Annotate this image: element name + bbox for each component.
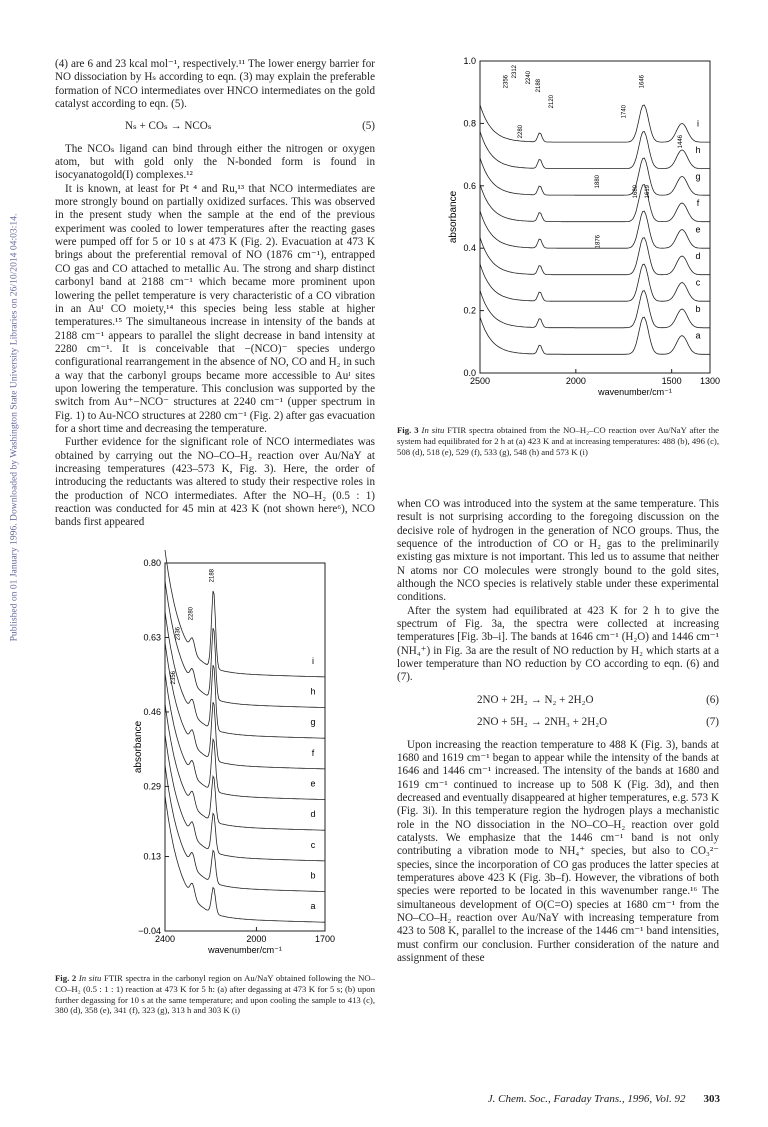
trace-label-g: g xyxy=(695,171,701,182)
peak-annotation: 2188 xyxy=(535,79,542,93)
trace-label-h: h xyxy=(310,686,316,697)
y-axis-label: absorbance xyxy=(448,190,459,244)
equation-number: (5) xyxy=(362,120,375,133)
y-tick-label: 0.0 xyxy=(463,368,476,378)
trace-label-d: d xyxy=(695,251,701,262)
spectrum-trace-b xyxy=(165,765,325,892)
x-tick-label: 2000 xyxy=(565,376,586,386)
peak-annotation: 2356 xyxy=(503,75,510,89)
figure-2-chart xyxy=(120,555,340,970)
y-tick-label: 0.63 xyxy=(143,632,161,643)
equation-5 xyxy=(55,120,375,133)
paragraph: (4) are 6 and 23 kcal mol⁻¹, respectively.¹¹ The lower energy barrier for NO dissociation by Hₛ according to eqn. (3) may explain the preferable formation of NCO intermediates over HNCO intermediates on the gold catalyst according to eqn. (5). xyxy=(55,58,375,111)
peak-annotation: 1876 xyxy=(595,235,602,249)
trace-label-b: b xyxy=(695,304,701,315)
spectrum-trace-h xyxy=(165,581,325,708)
download-watermark xyxy=(6,150,20,710)
spectrum-trace-a xyxy=(480,317,710,355)
peak-annotation: 2240 xyxy=(525,71,532,85)
peak-annotation: 1740 xyxy=(621,105,628,119)
peak-annotation: 1446 xyxy=(678,135,685,149)
x-tick-label: 1300 xyxy=(699,376,721,386)
equation-text: 2NO + 5H₂ → 2NH₃ + 2H₂O xyxy=(477,716,608,729)
y-tick-label: 0.8 xyxy=(463,118,476,129)
x-tick-label: 1500 xyxy=(661,376,682,386)
spectrum-trace-f xyxy=(165,642,325,769)
paragraph: Further evidence for the significant role of NCO intermediates was obtained by carrying out the NO–CO–H₂ reaction over Au/NaY at increasing temperatures (423–573 K, Fig. 3). Here, the order of introducing the reductants was altered to study their respective roles in the production of NCO intermediates. After the NO–H₂ (0.5 : 1) reaction was conducted for 45 min at 423 K (not shown here⁶), NCO bands first appeared xyxy=(55,436,375,529)
trace-label-a: a xyxy=(310,901,316,912)
y-tick-label: 0.46 xyxy=(143,706,161,717)
spectrum-trace-f xyxy=(480,184,710,222)
spectrum-trace-h xyxy=(480,131,710,168)
equation-7 xyxy=(397,716,719,729)
figure-3 xyxy=(450,55,720,415)
peak-annotation: 2356 xyxy=(171,671,178,685)
spectrum-trace-g xyxy=(165,611,325,738)
paragraph: The NCOₛ ligand can bind through either the nitrogen or oxygen atom, but with gold only the N-bonded form is found in isocyanatogold(I) complexes.¹² xyxy=(55,142,375,182)
right-column xyxy=(397,498,719,965)
trace-label-e: e xyxy=(695,224,701,235)
paragraph: It is known, at least for Pt ⁴ and Ru,¹³ that NCO intermediates are more strongly bound on partially oxidized surfaces. This was observed in the present study when the sample at the end of the previous experiment was cooled to lower temperatures after the reacting gases were pumped off for 5 or 10 s at 473 K (Fig. 2). Evacuation at 473 K brings about the preferential removal of NO (1876 cm⁻¹), entrapped CO gas and CO attached to metallic Au. The strong and sharp distinct carbonyl band at 2188 cm⁻¹ which became more prominent upon lowering the pellet temperature is very characteristic of a CO vibration in an Auᴵ CO moiety,¹⁴ this species being less stable at higher temperatures.¹⁵ The simultaneous increase in intensity of the bands at 2188 cm⁻¹ appears to parallel the slight decrease in band intensity at 2280 cm⁻¹. It is conceivable that −(NCO)⁻ species undergo configurational rearrangement in the absence of NO, CO and H₂ in such a way that the carbonyl groups became more accessible to Auᴵ sites upon lowering the temperature. This conclusion was supported by the switch from Au⁺−NCO⁻ structures at 2240 cm⁻¹ (upper spectrum in Fig. 1) to Au-NCO structures at 2280 cm⁻¹ (Fig. 2) after gas evacuation for a short time and decreasing the temperature. xyxy=(55,182,375,435)
page-footer xyxy=(420,1093,720,1105)
trace-label-c: c xyxy=(695,277,701,288)
x-tick-label: 1700 xyxy=(314,934,336,944)
y-tick-label: 1.0 xyxy=(463,56,476,66)
spectrum-trace-b xyxy=(480,290,710,328)
peak-annotation: 1880 xyxy=(594,175,601,189)
caption-italic: In situ xyxy=(78,973,102,983)
y-tick-label: 0.29 xyxy=(143,781,161,792)
download-watermark-text: Published on 01 January 1996. Downloaded by Washington State University Libraries on 26/10/2014 04:03:14. xyxy=(8,213,20,642)
page-number: 303 xyxy=(703,1093,720,1105)
trace-label-c: c xyxy=(310,839,316,850)
x-tick-label: 2400 xyxy=(154,934,176,944)
trace-label-i: i xyxy=(697,118,699,129)
peak-annotation: 1680 xyxy=(633,185,640,199)
spectrum-trace-c xyxy=(165,734,325,861)
caption-italic: In situ xyxy=(421,425,445,435)
equation-text: Nₛ + COₛ → NCOₛ xyxy=(125,120,212,133)
peak-annotation: 2188 xyxy=(209,569,216,583)
x-axis-label: wavenumber/cm⁻¹ xyxy=(208,945,282,955)
spectrum-trace-i xyxy=(480,105,710,142)
trace-label-g: g xyxy=(310,717,316,728)
figure-2 xyxy=(120,555,340,970)
paragraph: Upon increasing the reaction temperature to 488 K (Fig. 3), bands at 1680 and 1619 cm⁻¹ began to appear while the intensity of the bands at 1646 and 1446 cm⁻¹ increased. The intensity of the bands at 1680 and 1619 cm⁻¹ continued to increase up to 508 K (Fig. 3d), and then decreased and eventually disappeared at higher temperatures, e.g. 573 K (Fig. 3i). In this temperature region the hydrogen plays a mechanistic role in the NO dissociation in the NO–CO–H₂ reaction over gold catalysts. We emphasize that the 1446 cm⁻¹ band is not only contributing a vibration mode to NH₄⁺ species, but also to CO₃²⁻ species, since the incorporation of CO gas produces the latter species at temperatures above 423 K (Fig. 3b–f). However, the vibrations of both species were reported to be located in this wavenumber range.¹⁶ The simultaneous development of O(C=O) species at 1680 cm⁻¹ from the NO–CO–H₂ reaction over Au/NaY with increasing temperature from 423 to 508 K, parallel to the increase of the 1446 cm⁻¹ band intensities, must confirm our conclusion. Further consideration of the nature and assignment of these xyxy=(397,738,719,964)
trace-label-h: h xyxy=(695,145,701,156)
figure-3-caption xyxy=(397,425,719,457)
caption-label: Fig. 2 xyxy=(55,973,77,983)
peak-annotation: 2280 xyxy=(188,607,195,621)
equation-text: 2NO + 2H₂ → N₂ + 2H₂O xyxy=(477,693,594,706)
peak-annotation: 2312 xyxy=(512,65,519,79)
spectrum-trace-d xyxy=(165,703,325,830)
y-tick-label: 0.4 xyxy=(463,243,476,254)
y-tick-label: 0.13 xyxy=(143,851,161,862)
trace-label-f: f xyxy=(311,747,315,758)
equation-6 xyxy=(397,694,719,707)
paragraph: when CO was introduced into the system at the same temperature. This result is not surprising according to the foregoing discussion on the decisive role of hydrogen in the generation of NCO groups. Thus, the sequence of the introduction of CO or H₂ gas to the preliminarily existing gas mixture is not important. This led us to assume that neither N atoms nor CO molecules were strongly bound to the gold sites, although the NCO species is relatively stable under these experimental conditions. xyxy=(397,498,719,604)
trace-label-f: f xyxy=(696,198,700,209)
x-tick-label: 2000 xyxy=(246,934,267,944)
figure-3-chart xyxy=(450,55,720,415)
peak-annotation: 2336 xyxy=(175,627,182,641)
spectrum-trace-c xyxy=(480,264,710,301)
peak-annotation: 1619 xyxy=(644,185,651,199)
y-tick-label: 0.2 xyxy=(463,305,476,316)
peak-annotation: 1646 xyxy=(639,75,646,89)
peak-annotation: 2280 xyxy=(518,125,525,139)
caption-label: Fig. 3 xyxy=(397,425,419,435)
trace-label-e: e xyxy=(310,778,316,789)
y-tick-label: 0.80 xyxy=(143,558,161,568)
left-column xyxy=(55,58,375,530)
x-tick-label: 2500 xyxy=(469,376,491,386)
trace-label-d: d xyxy=(310,809,316,820)
equation-number: (6) xyxy=(706,693,719,706)
caption-text: FTIR spectra obtained from the NO–H₂–CO reaction over Au/NaY after the system had equilibrated for 2 h at (a) 423 K and at increasing temperatures: 488 (b), 496 (c), 508 (d), 518 (e), 529 (f), 533 (g), 548 (h) and 573 K (i) xyxy=(397,425,720,457)
peak-annotation: 2120 xyxy=(548,95,555,109)
figure-2-caption xyxy=(55,973,375,1016)
trace-label-b: b xyxy=(310,870,316,881)
spectrum-trace-e xyxy=(165,673,325,800)
y-tick-label: 0.6 xyxy=(463,180,476,191)
journal-citation: J. Chem. Soc., Faraday Trans., 1996, Vol. 92 xyxy=(487,1093,686,1105)
spectrum-trace-a xyxy=(165,795,325,922)
y-axis-label: absorbance xyxy=(133,720,144,774)
x-axis-label: wavenumber/cm⁻¹ xyxy=(598,387,672,397)
equation-number: (7) xyxy=(706,716,719,729)
trace-label-a: a xyxy=(695,330,701,341)
trace-label-i: i xyxy=(312,655,314,666)
y-tick-label: −0.04 xyxy=(138,926,161,936)
paragraph: After the system had equilibrated at 423 K for 2 h to give the spectrum of Fig. 3a, the spectra were collected at increasing temperatures [Fig. 3b–i]. The bands at 1646 cm⁻¹ (H₂O) and 1446 cm⁻¹ (NH₄⁺) in Fig. 3a are the result of NO reduction by H₂ which starts at a lower temperature than NO reduction by CO according to eqn. (6) and (7). xyxy=(397,604,719,684)
caption-text: FTIR spectra in the carbonyl region on Au/NaY obtained following the NO–CO–H₂ (0.5 : 1 : 1) reaction at 473 K for 5 h: (a) after degassing at 473 K for 5 s; (b) upon further degassing for 10 s at the same temperature; and upon cooling the sample to 413 (c), 380 (d), 358 (e), 341 (f), 323 (g), 313 h and 303 K (i) xyxy=(55,973,376,1016)
